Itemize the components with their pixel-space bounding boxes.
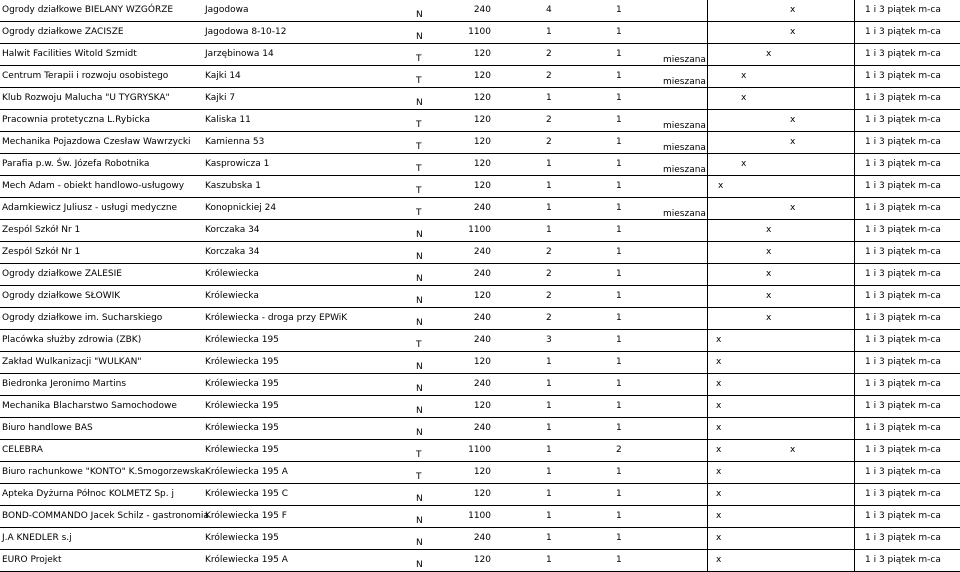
waste-kind: mieszana bbox=[663, 165, 706, 175]
company-name: Centrum Terapii i rozwoju osobistego bbox=[2, 71, 169, 81]
bin-capacity: 240 bbox=[473, 247, 491, 257]
collection-schedule: 1 i 3 piątek m-ca bbox=[865, 159, 941, 169]
collection-schedule: 1 i 3 piątek m-ca bbox=[865, 379, 941, 389]
bin-capacity: 120 bbox=[473, 181, 491, 191]
bin-count: 2 bbox=[546, 247, 552, 257]
table-row bbox=[0, 88, 960, 110]
collection-schedule: 1 i 3 piątek m-ca bbox=[865, 181, 941, 191]
bin-type: N bbox=[416, 428, 423, 438]
bin-count: 1 bbox=[546, 555, 552, 565]
address: Kaliska 11 bbox=[205, 115, 251, 125]
collection-schedule: 1 i 3 piątek m-ca bbox=[865, 511, 941, 521]
bin-capacity: 240 bbox=[473, 533, 491, 543]
bin-type: N bbox=[416, 362, 423, 372]
bin-type: N bbox=[416, 406, 423, 416]
x-mark: x bbox=[741, 71, 747, 81]
x-mark: x bbox=[716, 357, 722, 367]
company-name: Ogrody działkowe SŁOWIK bbox=[2, 291, 121, 301]
waste-kind: mieszana bbox=[663, 121, 706, 131]
table-row bbox=[0, 396, 960, 418]
frequency: 1 bbox=[616, 137, 622, 147]
table-row bbox=[0, 132, 960, 154]
table-row bbox=[0, 528, 960, 550]
bin-count: 1 bbox=[546, 225, 552, 235]
bin-count: 1 bbox=[546, 401, 552, 411]
collection-schedule: 1 i 3 piątek m-ca bbox=[865, 533, 941, 543]
collection-schedule: 1 i 3 piątek m-ca bbox=[865, 445, 941, 455]
x-mark: x bbox=[766, 313, 772, 323]
x-mark: x bbox=[766, 269, 772, 279]
bin-type: T bbox=[416, 142, 422, 152]
frequency: 1 bbox=[616, 115, 622, 125]
frequency: 1 bbox=[616, 401, 622, 411]
address: Królewiecka bbox=[205, 291, 259, 301]
frequency: 1 bbox=[616, 5, 622, 15]
table-row bbox=[0, 484, 960, 506]
bin-count: 2 bbox=[546, 313, 552, 323]
company-name: Ogrody działkowe ZALESIE bbox=[2, 269, 122, 279]
frequency: 1 bbox=[616, 423, 622, 433]
address: Kaszubska 1 bbox=[205, 181, 261, 191]
bin-type: N bbox=[416, 10, 423, 20]
table-row bbox=[0, 66, 960, 88]
address: Królewiecka 195 A bbox=[205, 555, 288, 565]
bin-count: 2 bbox=[546, 137, 552, 147]
collection-schedule: 1 i 3 piątek m-ca bbox=[865, 357, 941, 367]
bin-capacity: 120 bbox=[473, 401, 491, 411]
company-name: Biuro rachunkowe "KONTO" K.Smogorzewska bbox=[2, 467, 206, 477]
bin-count: 2 bbox=[546, 49, 552, 59]
x-mark: x bbox=[790, 115, 796, 125]
collection-schedule: 1 i 3 piątek m-ca bbox=[865, 401, 941, 411]
bin-capacity: 1100 bbox=[468, 225, 491, 235]
company-name: Halwit Facilities Witold Szmidt bbox=[2, 49, 137, 59]
address: Korczaka 34 bbox=[205, 247, 260, 257]
collection-schedule: 1 i 3 piątek m-ca bbox=[865, 27, 941, 37]
bin-capacity: 1100 bbox=[468, 511, 491, 521]
frequency: 1 bbox=[616, 27, 622, 37]
frequency: 1 bbox=[616, 159, 622, 169]
bin-count: 1 bbox=[546, 159, 552, 169]
address: Królewiecka 195 bbox=[205, 357, 279, 367]
frequency: 1 bbox=[616, 291, 622, 301]
table-row bbox=[0, 110, 960, 132]
bin-capacity: 120 bbox=[473, 93, 491, 103]
x-mark: x bbox=[766, 291, 772, 301]
frequency: 2 bbox=[616, 445, 622, 455]
bin-capacity: 120 bbox=[473, 49, 491, 59]
address: Kasprowicza 1 bbox=[205, 159, 270, 169]
company-name: Mechanika Pojazdowa Czesław Wawrzycki bbox=[2, 137, 191, 147]
bin-capacity: 120 bbox=[473, 137, 491, 147]
bin-type: N bbox=[416, 538, 423, 548]
bin-count: 1 bbox=[546, 93, 552, 103]
bin-count: 1 bbox=[546, 357, 552, 367]
bin-capacity: 240 bbox=[473, 379, 491, 389]
address: Konopnickiej 24 bbox=[205, 203, 277, 213]
frequency: 1 bbox=[616, 533, 622, 543]
company-name: Placówka służby zdrowia (ZBK) bbox=[2, 335, 142, 345]
company-name: Zakład Wulkanizacji "WULKAN" bbox=[2, 357, 142, 367]
address: Królewiecka 195 bbox=[205, 423, 279, 433]
collection-schedule: 1 i 3 piątek m-ca bbox=[865, 115, 941, 125]
collection-schedule: 1 i 3 piątek m-ca bbox=[865, 137, 941, 147]
address: Królewiecka 195 bbox=[205, 401, 279, 411]
bin-count: 2 bbox=[546, 269, 552, 279]
collection-schedule: 1 i 3 piątek m-ca bbox=[865, 203, 941, 213]
address: Kajki 7 bbox=[205, 93, 236, 103]
table-row bbox=[0, 374, 960, 396]
x-mark: x bbox=[766, 49, 772, 59]
collection-schedule: 1 i 3 piątek m-ca bbox=[865, 49, 941, 59]
bin-type: N bbox=[416, 32, 423, 42]
table-row bbox=[0, 220, 960, 242]
bin-type: N bbox=[416, 516, 423, 526]
x-mark: x bbox=[716, 533, 722, 543]
bin-type: T bbox=[416, 208, 422, 218]
address: Jarzębinowa 14 bbox=[205, 49, 274, 59]
x-mark: x bbox=[790, 27, 796, 37]
company-name: Apteka Dyżurna Północ KOLMETZ Sp. j bbox=[2, 489, 174, 499]
table-row bbox=[0, 462, 960, 484]
collection-schedule: 1 i 3 piątek m-ca bbox=[865, 489, 941, 499]
bin-capacity: 120 bbox=[473, 555, 491, 565]
address: Królewiecka 195 bbox=[205, 379, 279, 389]
frequency: 1 bbox=[616, 357, 622, 367]
bin-type: N bbox=[416, 384, 423, 394]
frequency: 1 bbox=[616, 203, 622, 213]
address: Królewiecka 195 bbox=[205, 533, 279, 543]
x-mark: x bbox=[716, 423, 722, 433]
frequency: 1 bbox=[616, 181, 622, 191]
table-row bbox=[0, 330, 960, 352]
company-name: Parafia p.w. Św. Józefa Robotnika bbox=[2, 159, 150, 169]
bin-count: 1 bbox=[546, 533, 552, 543]
bin-type: T bbox=[416, 54, 422, 64]
company-name: Ogrody działkowe BIELANY WZGÓRZE bbox=[2, 5, 174, 15]
bin-type: T bbox=[416, 76, 422, 86]
frequency: 1 bbox=[616, 313, 622, 323]
frequency: 1 bbox=[616, 511, 622, 521]
bin-count: 1 bbox=[546, 203, 552, 213]
table-row bbox=[0, 44, 960, 66]
frequency: 1 bbox=[616, 335, 622, 345]
bin-count: 1 bbox=[546, 511, 552, 521]
company-name: Mechanika Blacharstwo Samochodowe bbox=[2, 401, 177, 411]
frequency: 1 bbox=[616, 93, 622, 103]
table-row bbox=[0, 242, 960, 264]
address: Królewiecka bbox=[205, 269, 259, 279]
bin-count: 2 bbox=[546, 115, 552, 125]
waste-kind: mieszana bbox=[663, 209, 706, 219]
company-name: CELEBRA bbox=[2, 445, 43, 455]
bin-type: N bbox=[416, 560, 423, 570]
bin-type: T bbox=[416, 340, 422, 350]
bin-count: 1 bbox=[546, 27, 552, 37]
bin-count: 3 bbox=[546, 335, 552, 345]
bin-count: 1 bbox=[546, 181, 552, 191]
address: Królewiecka - droga przy EPWiK bbox=[205, 313, 348, 323]
x-mark: x bbox=[716, 511, 722, 521]
collection-schedule: 1 i 3 piątek m-ca bbox=[865, 5, 941, 15]
address: Królewiecka 195 C bbox=[205, 489, 289, 499]
bin-capacity: 120 bbox=[473, 115, 491, 125]
x-mark: x bbox=[790, 203, 796, 213]
x-mark: x bbox=[716, 401, 722, 411]
bin-count: 1 bbox=[546, 379, 552, 389]
table-row bbox=[0, 440, 960, 462]
bin-capacity: 120 bbox=[473, 71, 491, 81]
collection-schedule: 1 i 3 piątek m-ca bbox=[865, 313, 941, 323]
frequency: 1 bbox=[616, 225, 622, 235]
table-row bbox=[0, 286, 960, 308]
bin-capacity: 1100 bbox=[468, 27, 491, 37]
frequency: 1 bbox=[616, 489, 622, 499]
company-name: Klub Rozwoju Malucha "U TYGRYSKA" bbox=[2, 93, 170, 103]
x-mark: x bbox=[766, 247, 772, 257]
x-mark: x bbox=[716, 445, 722, 455]
bin-capacity: 120 bbox=[473, 159, 491, 169]
company-name: Ogrody działkowe ZACISZE bbox=[2, 27, 124, 37]
bin-capacity: 120 bbox=[473, 357, 491, 367]
bin-type: N bbox=[416, 98, 423, 108]
collection-schedule: 1 i 3 piątek m-ca bbox=[865, 71, 941, 81]
bin-type: N bbox=[416, 252, 423, 262]
waste-kind: mieszana bbox=[663, 55, 706, 65]
bin-count: 1 bbox=[546, 467, 552, 477]
x-mark: x bbox=[790, 445, 796, 455]
frequency: 1 bbox=[616, 467, 622, 477]
waste-kind: mieszana bbox=[663, 143, 706, 153]
table-row bbox=[0, 264, 960, 286]
bin-capacity: 120 bbox=[473, 291, 491, 301]
bin-capacity: 240 bbox=[473, 5, 491, 15]
x-mark: x bbox=[716, 555, 722, 565]
frequency: 1 bbox=[616, 379, 622, 389]
bin-type: T bbox=[416, 450, 422, 460]
table-row bbox=[0, 154, 960, 176]
bin-capacity: 120 bbox=[473, 489, 491, 499]
table-row bbox=[0, 550, 960, 572]
table-row bbox=[0, 506, 960, 528]
collection-schedule: 1 i 3 piątek m-ca bbox=[865, 225, 941, 235]
bin-capacity: 240 bbox=[473, 313, 491, 323]
waste-kind: mieszana bbox=[663, 77, 706, 87]
bin-type: T bbox=[416, 472, 422, 482]
frequency: 1 bbox=[616, 71, 622, 81]
company-name: Biuro handlowe BAS bbox=[2, 423, 93, 433]
x-mark: x bbox=[741, 159, 747, 169]
bin-count: 2 bbox=[546, 71, 552, 81]
bin-type: N bbox=[416, 296, 423, 306]
x-mark: x bbox=[718, 181, 724, 191]
x-mark: x bbox=[790, 5, 796, 15]
table-row bbox=[0, 352, 960, 374]
collection-schedule: 1 i 3 piątek m-ca bbox=[865, 467, 941, 477]
collection-schedule: 1 i 3 piątek m-ca bbox=[865, 247, 941, 257]
company-name: BOND-COMMANDO Jacek Schilz - gastronomia bbox=[2, 511, 209, 521]
table-row bbox=[0, 198, 960, 220]
x-mark: x bbox=[766, 225, 772, 235]
bin-capacity: 240 bbox=[473, 203, 491, 213]
table-row bbox=[0, 176, 960, 198]
x-mark: x bbox=[716, 379, 722, 389]
x-mark: x bbox=[716, 335, 722, 345]
table-row bbox=[0, 308, 960, 330]
table-row bbox=[0, 22, 960, 44]
collection-schedule: 1 i 3 piątek m-ca bbox=[865, 93, 941, 103]
collection-schedule: 1 i 3 piątek m-ca bbox=[865, 291, 941, 301]
bin-capacity: 1100 bbox=[468, 445, 491, 455]
collection-schedule: 1 i 3 piątek m-ca bbox=[865, 269, 941, 279]
table-row bbox=[0, 418, 960, 440]
bin-count: 2 bbox=[546, 291, 552, 301]
collection-schedule: 1 i 3 piątek m-ca bbox=[865, 555, 941, 565]
bin-type: N bbox=[416, 318, 423, 328]
address: Jagodowa 8-10-12 bbox=[205, 27, 287, 37]
company-name: Zespól Szkół Nr 1 bbox=[2, 247, 81, 257]
bin-count: 1 bbox=[546, 445, 552, 455]
address: Kajki 14 bbox=[205, 71, 241, 81]
collection-schedule: 1 i 3 piątek m-ca bbox=[865, 335, 941, 345]
bin-type: N bbox=[416, 274, 423, 284]
bin-count: 1 bbox=[546, 423, 552, 433]
company-name: Pracownia protetyczna L.Rybicka bbox=[2, 115, 150, 125]
company-name: Zespól Szkół Nr 1 bbox=[2, 225, 81, 235]
bin-count: 4 bbox=[546, 5, 552, 15]
frequency: 1 bbox=[616, 269, 622, 279]
bin-count: 1 bbox=[546, 489, 552, 499]
address: Królewiecka 195 bbox=[205, 445, 279, 455]
company-name: Biedronka Jeronimo Martins bbox=[2, 379, 127, 389]
bin-capacity: 240 bbox=[473, 269, 491, 279]
bin-capacity: 120 bbox=[473, 467, 491, 477]
address: Królewiecka 195 F bbox=[205, 511, 287, 521]
bin-type: T bbox=[416, 186, 422, 196]
frequency: 1 bbox=[616, 555, 622, 565]
x-mark: x bbox=[790, 137, 796, 147]
company-name: Ogrody działkowe im. Sucharskiego bbox=[2, 313, 163, 323]
company-name: Adamkiewicz Juliusz - usługi medyczne bbox=[2, 203, 178, 213]
address: Królewiecka 195 A bbox=[205, 467, 288, 477]
company-name: EURO Projekt bbox=[2, 555, 62, 565]
company-name: J.A KNEDLER s.j bbox=[2, 533, 72, 543]
bin-type: T bbox=[416, 120, 422, 130]
bin-capacity: 240 bbox=[473, 423, 491, 433]
bin-capacity: 240 bbox=[473, 335, 491, 345]
x-mark: x bbox=[741, 93, 747, 103]
address: Królewiecka 195 bbox=[205, 335, 279, 345]
frequency: 1 bbox=[616, 49, 622, 59]
table-row bbox=[0, 0, 960, 22]
bin-type: N bbox=[416, 230, 423, 240]
address: Kamienna 53 bbox=[205, 137, 265, 147]
x-mark: x bbox=[716, 489, 722, 499]
address: Jagodowa bbox=[205, 5, 249, 15]
address: Korczaka 34 bbox=[205, 225, 260, 235]
bin-type: N bbox=[416, 494, 423, 504]
bin-type: T bbox=[416, 164, 422, 174]
collection-schedule: 1 i 3 piątek m-ca bbox=[865, 423, 941, 433]
x-mark: x bbox=[716, 467, 722, 477]
company-name: Mech Adam - obiekt handlowo-usługowy bbox=[2, 181, 185, 191]
frequency: 1 bbox=[616, 247, 622, 257]
